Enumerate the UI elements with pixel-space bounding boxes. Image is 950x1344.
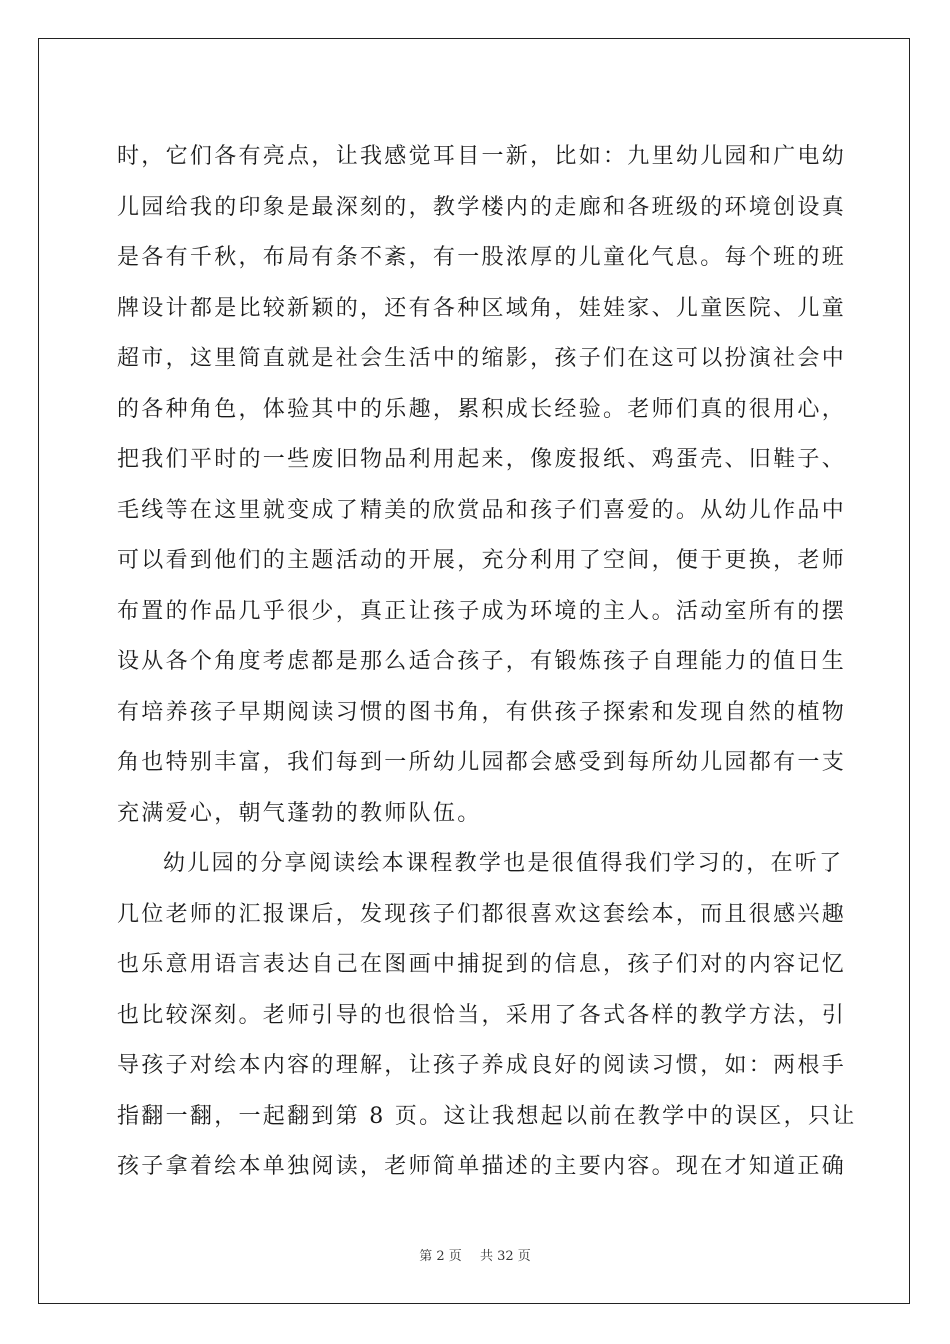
page-footer bbox=[0, 1245, 950, 1264]
text-line: 几位老师的汇报课后，发现孩子们都很喜欢这套绘本，而且很感兴趣 bbox=[117, 901, 847, 927]
text-line: 可以看到他们的主题活动的开展，充分利用了空间，便于更换，老师 bbox=[117, 548, 847, 573]
text-line: 是各有千秋，布局有条不紊，有一股浓厚的儿童化气息。每个班的班 bbox=[117, 245, 847, 270]
text-line: 时，它们各有亮点，让我感觉耳目一新，比如：九里幼儿园和广电幼 bbox=[117, 144, 847, 169]
text-line: 把我们平时的一些废旧物品利用起来，像废报纸、鸡蛋壳、旧鞋子、 bbox=[117, 447, 847, 472]
text-line: 设从各个角度考虑都是那么适合孩子，有锻炼孩子自理能力的值日生 bbox=[117, 649, 847, 674]
text-line: 充满爱心，朝气蓬勃的教师队伍。 bbox=[117, 800, 482, 826]
text-line: 的各种角色，体验其中的乐趣，累积成长经验。老师们真的很用心， bbox=[117, 396, 847, 422]
text-line: 也乐意用语言表达自己在图画中捕捉到的信息，孩子们对的内容记忆 bbox=[117, 952, 847, 977]
text-line: 布置的作品几乎很少，真正让孩子成为环境的主人。活动室所有的摆 bbox=[117, 598, 847, 624]
text-line: 也比较深刻。老师引导的也很恰当，采用了各式各样的教学方法，引 bbox=[117, 1002, 847, 1028]
text-line: 有培养孩子早期阅读习惯的图书角，有供孩子探索和发现自然的植物 bbox=[117, 699, 847, 725]
paragraph-start-line: 幼儿园的分享阅读绘本课程教学也是很值得我们学习的，在听了 bbox=[163, 851, 844, 876]
text-line: 毛线等在这里就变成了精美的欣赏品和孩子们喜爱的。从幼儿作品中 bbox=[117, 497, 847, 523]
text-line: 超市，这里简直就是社会生活中的缩影，孩子们在这可以扮演社会中 bbox=[117, 346, 847, 371]
text-line: 指翻一翻，一起翻到第 8 页。这让我想起以前在教学中的误区，只让 bbox=[117, 1103, 857, 1129]
text-line: 孩子拿着绘本单独阅读，老师简单描述的主要内容。现在才知道正确 bbox=[117, 1154, 847, 1179]
text-line: 导孩子对绘本内容的理解，让孩子养成良好的阅读习惯，如：两根手 bbox=[117, 1053, 847, 1078]
page-number: 第 2 页 bbox=[419, 1249, 462, 1264]
text-line: 牌设计都是比较新颖的，还有各种区域角，娃娃家、儿童医院、儿童 bbox=[117, 295, 847, 321]
text-line: 儿园给我的印象是最深刻的，教学楼内的走廊和各班级的环境创设真 bbox=[117, 194, 847, 220]
document-body bbox=[117, 132, 857, 1193]
text-line: 角也特别丰富，我们每到一所幼儿园都会感受到每所幼儿园都有一支 bbox=[117, 750, 847, 775]
total-pages: 共 32 页 bbox=[479, 1249, 531, 1264]
